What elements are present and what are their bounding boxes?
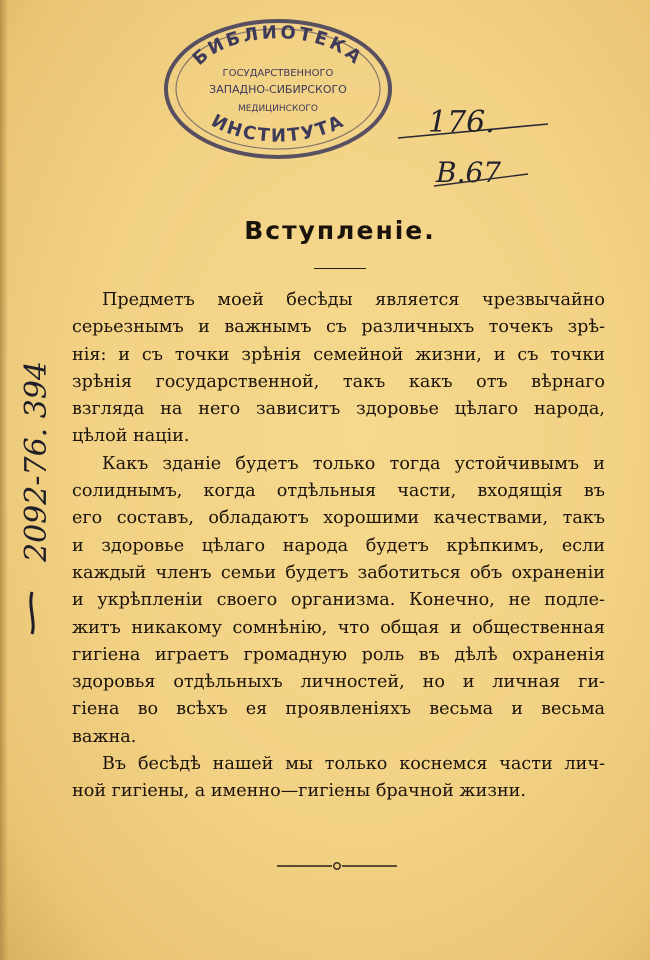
handwritten-shelfmark — [398, 104, 558, 194]
text-line: Какъ зданіе будетъ только тогда устойчивымъ и — [102, 453, 605, 474]
title-rule — [314, 268, 366, 269]
text-line: гіена во всѣхъ ея проявленіяхъ весьма и весьма — [72, 699, 605, 720]
text-line: солиднымъ, когда отдѣльныя части, входящія въ — [72, 481, 605, 502]
text-line: каждый членъ семьи будетъ заботиться объ охраненіи — [72, 562, 605, 583]
text-line: взгляда на него зависитъ здоровье цѣлаго народа, — [72, 399, 605, 420]
text-line: здоровья отдѣльныхъ личностей, но и личная ги- — [72, 672, 605, 693]
text-line: его составъ, обладаютъ хорошими качествами, такъ — [72, 508, 605, 529]
text-line: важна. — [72, 726, 137, 747]
page-edge-shadow — [0, 0, 8, 960]
paragraph-3 — [72, 751, 605, 806]
body-text — [72, 287, 605, 806]
shelfmark-line-2: B.67 — [436, 156, 502, 189]
ornament-line-icon — [277, 859, 397, 873]
end-ornament — [277, 858, 397, 872]
text-line: цѣлой націи. — [72, 426, 190, 447]
handwritten-side-note — [10, 262, 60, 642]
shelfmark-line-1: 176. — [428, 105, 495, 140]
text-line: зрѣнія государственной, такъ какъ отъ вѣрнаго — [72, 371, 605, 392]
library-stamp — [160, 14, 396, 164]
side-note-graphic — [10, 262, 60, 642]
text-line: и укрѣпленіи своего организма. Конечно, не подле- — [72, 590, 605, 611]
text-line: Въ бесѣдѣ нашей мы только коснемся части лич- — [102, 754, 605, 775]
stamp-line-2: ЗАПАДНО-СИБИРСКОГО — [209, 83, 347, 96]
text-line: гигіена играетъ громадную роль въ дѣлѣ охраненія — [72, 644, 605, 665]
stamp-line-3: МЕДИЦИНСКОГО — [237, 104, 319, 114]
stamp-line-1: ГОСУДАРСТВЕННОГО — [222, 68, 334, 79]
paragraph-2 — [72, 451, 605, 751]
text-line: ной гигіены, а именно—гигіены брачной жизни. — [72, 781, 526, 802]
shelfmark-graphic — [398, 104, 558, 194]
svg-text:БИБЛИОТЕКА — [189, 22, 368, 70]
stamp-bottom-text: ИНСТИТУТА — [207, 110, 349, 147]
stamp-top-text: БИБЛИОТЕКА — [188, 22, 368, 70]
side-note-text: 2092-76. 394 — [19, 361, 54, 562]
page-title: Вступленіе. — [244, 216, 436, 245]
text-line: житъ никакому сомнѣнію, что общая и общественная — [72, 617, 605, 638]
text-line: нія: и съ точки зрѣнія семейной жизни, и съ точки — [72, 344, 605, 365]
paragraph-1 — [72, 287, 605, 451]
text-line: серьезнымъ и важнымъ съ различныхъ точекъ зрѣ- — [72, 317, 605, 338]
text-line: и здоровье цѣлаго народа будетъ крѣпкимъ, если — [72, 535, 605, 556]
text-line: Предметъ моей бесѣды является чрезвычайно — [102, 290, 605, 310]
library-stamp-seal — [160, 14, 396, 164]
